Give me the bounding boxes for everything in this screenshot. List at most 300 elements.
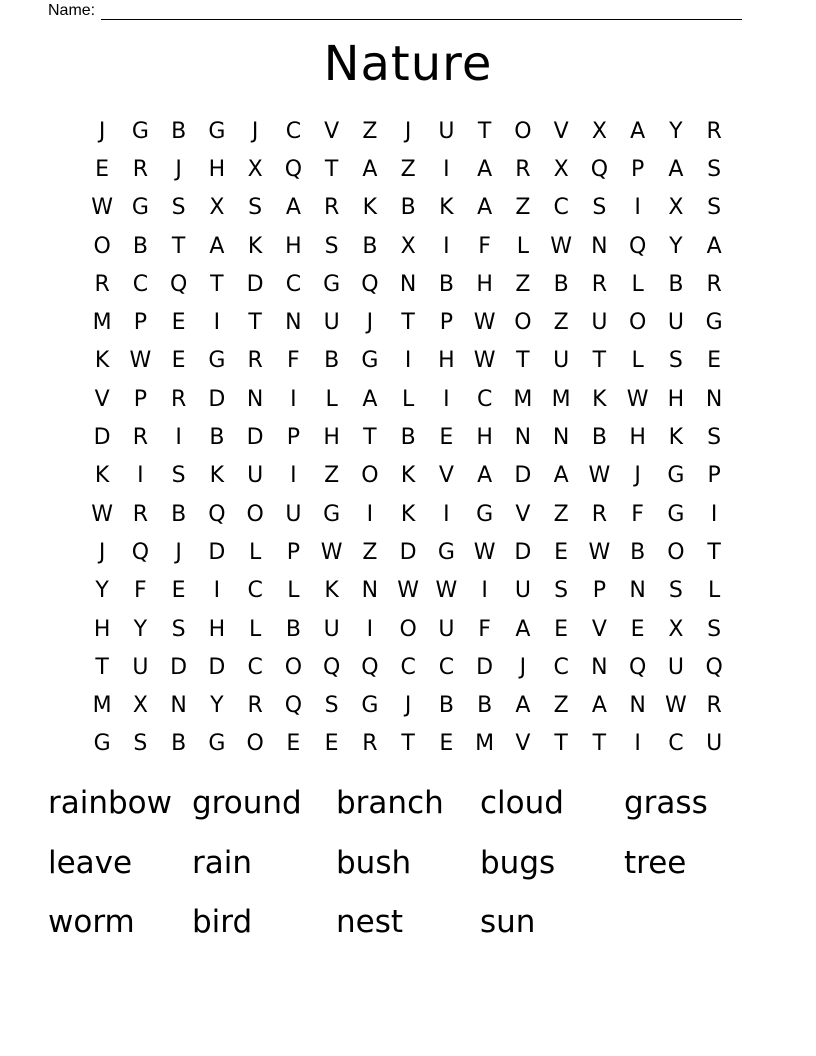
grid-letter: B [362,233,378,259]
grid-letter: G [705,310,723,336]
grid-letter: D [208,386,226,412]
grid-letter: S [133,731,148,757]
grid-letter: J [98,539,106,565]
grid-letter: K [94,463,110,489]
grid-letter: R [132,425,149,451]
grid-letter: Y [669,233,683,259]
grid-letter: E [324,731,339,757]
grid-letter: D [208,654,226,680]
grid-letter: G [437,539,455,565]
grid-letter: R [591,501,608,527]
grid-letter: U [132,654,149,680]
grid-letter: B [171,118,187,144]
grid-letter: P [439,310,454,336]
grid-letter: B [171,501,187,527]
grid-letter: K [668,425,684,451]
grid-letter: C [247,578,263,604]
grid-letter: W [129,348,152,374]
grid-letter: W [588,539,611,565]
grid-letter: M [551,386,571,412]
grid-letter: I [290,463,297,489]
grid-letter: G [667,463,685,489]
grid-letter: F [478,233,491,259]
grid-letter: I [634,731,641,757]
grid-letter: U [514,578,531,604]
grid-letter: U [706,731,723,757]
grid-letter: T [210,271,224,297]
grid-letter: Q [705,654,723,680]
grid-letter: G [208,731,226,757]
grid-letter: Q [361,654,379,680]
grid-letter: I [137,463,144,489]
grid-letter: K [400,463,416,489]
grid-letter: P [630,156,645,182]
grid-letter: N [399,271,417,297]
grid-letter: X [591,118,607,144]
grid-letter: R [247,348,263,374]
grid-letter: W [550,233,572,259]
grid-letter: Z [362,118,378,144]
grid-letter: Q [361,271,379,297]
grid-letter: B [400,195,416,221]
word-bank-item: sun [480,904,536,940]
grid-letter: I [443,233,450,259]
grid-letter: J [634,463,641,489]
grid-letter: W [91,195,113,221]
grid-letter: Z [362,539,378,565]
grid-letter: O [246,501,264,527]
grid-letter: B [132,233,148,259]
grid-letter: J [366,310,374,336]
grid-letter: N [285,310,302,336]
grid-letter: I [290,386,297,412]
grid-letter: X [247,156,263,182]
grid-letter: N [629,693,646,719]
grid-letter: W [397,578,419,604]
word-bank-item: branch [336,785,444,821]
grid-letter: A [553,463,569,489]
grid-letter: W [473,539,496,565]
grid-letter: V [94,386,110,412]
grid-letter: R [706,693,722,719]
grid-letter: D [514,539,532,565]
grid-letter: B [438,693,454,719]
grid-letter: L [287,578,300,604]
grid-letter: L [325,386,338,412]
grid-letter: J [251,118,259,144]
grid-letter: R [362,731,378,757]
grid-letter: C [668,731,684,757]
grid-letter: J [404,118,412,144]
grid-letter: S [668,348,683,374]
grid-letter: G [361,348,379,374]
grid-letter: S [707,156,722,182]
grid-letter: R [132,156,149,182]
grid-letter: E [630,616,645,642]
grid-letter: L [631,348,644,374]
grid-letter: D [476,654,494,680]
grid-letter: T [401,731,415,757]
grid-letter: L [248,539,262,565]
grid-letter: Y [95,578,109,604]
grid-letter: H [208,156,226,182]
grid-letter: I [443,156,450,182]
grid-letter: V [515,501,531,527]
grid-letter: G [208,348,226,374]
grid-letter: S [324,693,339,719]
grid-letter: H [93,616,111,642]
grid-letter: S [668,578,683,604]
grid-letter: B [591,425,607,451]
grid-letter: R [94,271,110,297]
grid-letter: U [591,310,608,336]
grid-letter: S [707,195,722,221]
grid-letter: O [246,731,264,757]
grid-letter: C [438,654,455,680]
word-bank-item: cloud [480,785,564,821]
grid-letter: V [591,616,607,642]
grid-letter: Q [590,156,609,182]
grid-letter: B [553,271,569,297]
grid-letter: Y [210,693,224,719]
grid-letter: C [247,654,263,680]
grid-letter: I [710,501,718,527]
name-label: Name: [48,2,96,19]
grid-letter: C [476,386,493,412]
grid-letter: D [93,425,111,451]
grid-letter: A [591,693,607,719]
grid-letter: U [323,310,340,336]
grid-letter: T [707,539,721,565]
grid-letter: O [667,539,685,565]
grid-letter: E [554,616,569,642]
grid-letter: O [514,118,532,144]
grid-letter: G [131,195,149,221]
grid-letter: O [514,310,532,336]
grid-letter: U [285,501,302,527]
word-bank-item: rain [192,844,253,881]
grid-letter: W [626,386,649,412]
word-bank-item: ground [192,785,302,821]
grid-letter: R [247,693,263,719]
grid-letter: I [213,578,221,604]
grid-letter: A [630,118,646,144]
grid-letter: V [438,463,454,489]
grid-letter: H [438,348,455,374]
grid-letter: S [171,195,186,221]
grid-letter: P [286,425,301,451]
grid-letter: F [287,348,300,374]
grid-letter: V [553,118,569,144]
grid-letter: E [286,731,301,757]
grid-letter: G [323,501,341,527]
grid-letter: A [362,386,378,412]
word-bank-item: leave [48,844,133,881]
grid-letter: L [516,233,529,259]
word-bank-item: worm [48,904,135,940]
grid-letter: T [95,654,109,680]
letter-grid [83,112,733,763]
grid-letter: X [668,195,684,221]
grid-letter: O [284,654,303,680]
grid-letter: K [362,195,378,221]
grid-letter: O [628,310,647,336]
grid-letter: Q [322,654,341,680]
grid-letter: S [248,195,263,221]
grid-letter: J [98,118,106,144]
grid-letter: H [476,271,493,297]
grid-letter: S [171,616,186,642]
grid-letter: J [175,539,182,565]
grid-letter: B [324,348,340,374]
name-line [101,3,742,20]
grid-letter: Z [515,271,531,297]
grid-letter: U [247,463,264,489]
grid-letter: W [473,310,496,336]
grid-letter: G [476,501,494,527]
grid-letter: C [553,654,569,680]
grid-letter: M [92,310,112,336]
grid-letter: Q [169,271,188,297]
grid-letter: Y [133,616,148,642]
grid-letter: U [438,118,455,144]
grid-letter: A [515,616,531,642]
grid-letter: W [91,501,113,527]
grid-letter: W [473,348,496,374]
grid-letter: S [707,616,722,642]
grid-letter: T [592,348,607,374]
grid-letter: A [477,463,493,489]
grid-letter: E [171,578,186,604]
grid-letter: X [132,693,148,719]
grid-letter: W [435,578,458,604]
grid-letter: U [553,348,570,374]
grid-letter: A [209,233,225,259]
grid-letter: V [324,118,340,144]
grid-letter: W [588,463,611,489]
grid-letter: K [400,501,416,527]
grid-letter: K [94,348,110,374]
grid-letter: P [286,539,301,565]
name-field [48,0,742,20]
word-bank-item: grass [624,785,708,821]
grid-letter: T [401,310,415,336]
grid-letter: G [361,693,379,719]
grid-letter: L [707,578,721,604]
grid-letter: T [516,348,530,374]
grid-letter: X [668,616,684,642]
grid-letter: K [247,233,263,259]
grid-letter: D [399,539,417,565]
grid-letter: M [513,386,533,412]
grid-letter: H [629,425,646,451]
grid-letter: N [591,654,608,680]
grid-letter: D [246,425,264,451]
grid-letter: A [515,693,531,719]
grid-letter: E [171,310,186,336]
grid-letter: Q [628,654,647,680]
grid-letter: I [366,616,374,642]
grid-letter: S [707,425,722,451]
grid-letter: H [208,616,226,642]
grid-letter: G [93,731,111,757]
grid-letter: I [404,348,412,374]
grid-letter: B [438,271,454,297]
grid-letter: H [323,425,340,451]
grid-letter: B [171,731,187,757]
grid-letter: W [320,539,343,565]
grid-letter: D [246,271,264,297]
grid-letter: Z [553,310,569,336]
grid-letter: M [92,693,112,719]
grid-letter: F [478,616,491,642]
grid-letter: Z [553,693,569,719]
grid-letter: R [170,386,187,412]
grid-letter: C [285,271,302,297]
grid-letter: X [209,195,225,221]
grid-letter: K [324,578,339,604]
grid-letter: Z [515,195,531,221]
grid-letter: K [592,386,607,412]
grid-letter: T [554,731,568,757]
word-bank-item: rainbow [48,785,172,821]
grid-letter: B [630,539,646,565]
grid-letter: Q [284,156,303,182]
word-bank-item: bush [336,844,412,881]
grid-letter: S [171,463,186,489]
grid-letter: R [515,156,531,182]
grid-letter: E [439,425,454,451]
grid-letter: T [324,156,339,182]
grid-letter: N [170,693,187,719]
grid-letter: D [170,654,188,680]
grid-letter: G [323,271,341,297]
grid-letter: F [134,578,147,604]
grid-letter: V [515,731,531,757]
grid-letter: B [400,425,416,451]
grid-letter: T [171,233,186,259]
grid-letter: G [667,501,685,527]
grid-letter: B [477,693,493,719]
grid-letter: A [362,156,378,182]
grid-letter: A [285,195,301,221]
grid-letter: P [133,386,148,412]
grid-letter: R [706,118,722,144]
grid-letter: Z [400,156,416,182]
grid-letter: T [363,425,377,451]
grid-letter: Y [669,118,683,144]
grid-letter: D [514,463,532,489]
grid-letter: Q [208,501,226,527]
grid-letter: E [707,348,722,374]
grid-letter: I [175,425,182,451]
grid-letter: C [553,195,569,221]
grid-letter: I [366,501,374,527]
grid-letter: A [706,233,722,259]
grid-letter: Z [553,501,569,527]
grid-letter: O [399,616,417,642]
word-bank-item: bird [192,904,253,940]
word-bank-item: nest [336,904,404,940]
grid-letter: L [248,616,262,642]
word-bank [48,774,768,953]
grid-letter: X [553,156,569,182]
grid-letter: U [667,654,684,680]
grid-letter: U [667,310,684,336]
grid-letter: J [519,654,527,680]
page-title: Nature [323,36,493,92]
grid-letter: T [248,310,262,336]
word-bank-item: tree [624,844,687,881]
grid-letter: I [481,578,488,604]
word-bank-item: bugs [480,844,556,881]
grid-letter: Z [324,463,340,489]
grid-letter: I [634,195,641,221]
grid-letter: E [554,539,569,565]
grid-letter: H [476,425,493,451]
grid-letter: P [133,310,148,336]
grid-letter: I [213,310,221,336]
grid-letter: T [477,118,492,144]
grid-letter: Q [284,693,303,719]
grid-letter: A [477,195,493,221]
grid-letter: F [631,501,644,527]
grid-letter: P [592,578,607,604]
grid-letter: L [401,386,415,412]
grid-letter: S [554,578,569,604]
grid-letter: M [475,731,495,757]
grid-letter: X [400,233,416,259]
grid-letter: O [93,233,111,259]
grid-letter: A [477,156,493,182]
grid-letter: H [285,233,302,259]
grid-letter: G [131,118,149,144]
grid-letter: H [667,386,685,412]
grid-letter: T [592,731,607,757]
grid-letter: E [171,348,186,374]
grid-letter: N [705,386,723,412]
grid-letter: K [439,195,454,221]
grid-letter: R [706,271,722,297]
grid-letter: D [208,539,226,565]
grid-letter: A [668,156,684,182]
grid-letter: J [404,693,412,719]
grid-letter: R [132,501,149,527]
grid-letter: W [664,693,687,719]
grid-letter: S [592,195,607,221]
grid-letter: B [668,271,684,297]
grid-letter: U [438,616,455,642]
grid-letter: N [591,233,608,259]
grid-letter: Q [131,539,150,565]
grid-letter: N [552,425,570,451]
grid-letter: G [208,118,226,144]
grid-letter: N [629,578,646,604]
grid-letter: P [707,463,721,489]
grid-letter: J [175,156,182,182]
grid-letter: C [132,271,149,297]
grid-letter: N [246,386,264,412]
grid-letter: R [591,271,608,297]
grid-letter: N [361,578,379,604]
grid-letter: E [439,731,454,757]
grid-letter: C [400,654,416,680]
grid-letter: Q [628,233,647,259]
grid-letter: U [323,616,340,642]
grid-letter: S [324,233,339,259]
grid-letter: B [285,616,301,642]
grid-letter: C [285,118,302,144]
